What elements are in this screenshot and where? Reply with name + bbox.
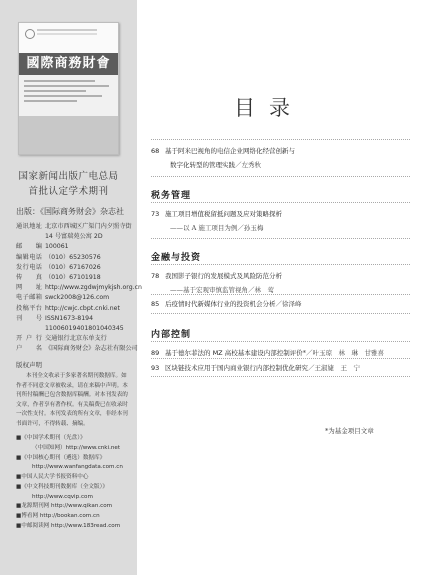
database-item: ■《中国核心期刊（遴选）数据库》	[16, 454, 106, 461]
database-item: http://www.wanfangdata.com.cn	[32, 464, 123, 471]
contact-row	[16, 222, 134, 232]
contact-row	[16, 253, 134, 263]
database-item: ■中国人民大学书报资料中心	[16, 474, 89, 480]
contact-key: 网 址	[16, 284, 42, 292]
divider	[151, 376, 410, 377]
database-item: http://www.cqvip.com	[32, 493, 93, 500]
divider	[151, 264, 410, 265]
contact-value: （010）65230576	[45, 253, 101, 261]
section-heading-internal-control: 内部控制	[151, 330, 192, 340]
contact-row	[16, 232, 134, 242]
journal-cover-image	[18, 22, 119, 155]
sidebar	[0, 0, 142, 575]
database-item: ■中邮阅读网 http://www.183read.com	[16, 522, 121, 529]
section-heading-finance: 金融与投资	[151, 253, 202, 263]
contact-row	[16, 283, 142, 293]
divider	[151, 313, 410, 314]
contact-row	[16, 242, 134, 252]
contact-value: 100061	[45, 243, 69, 251]
divider	[151, 238, 410, 239]
contact-row	[16, 324, 134, 334]
contact-key: 通讯地址	[16, 223, 42, 230]
toc-entry-68-subtitle: 数字化转型的管理实践／左秀秋	[170, 161, 261, 169]
database-item: ■博看网 http://bookan.com.cn	[16, 513, 100, 519]
divider	[151, 358, 410, 359]
toc-entry-89[interactable]: 89 基于德尔菲法的 MZ 高校基本建设内部控制评价*／叶玉琼 林 琳 甘雅喜	[151, 349, 384, 357]
fund-footnote: *为基金项目文章	[325, 427, 374, 435]
toc-entry-85[interactable]: 85 后疫情时代新媒体行业的投资机会分析／徐泽峰	[151, 300, 302, 308]
contact-value: http://www.zgdwjmykjsh.org.cn	[45, 284, 142, 292]
database-list	[16, 434, 136, 532]
contact-key: 投稿平台	[16, 304, 42, 312]
contact-key: 刊 号	[16, 314, 42, 322]
contact-value: 11006019401801040345	[45, 325, 124, 333]
contact-key: 传 真	[16, 274, 42, 282]
contact-row	[16, 344, 138, 354]
contact-row	[16, 304, 134, 314]
contact-value: swck2008@126.com	[45, 294, 110, 302]
contact-key: 开户行	[16, 335, 42, 343]
contact-row	[16, 293, 134, 303]
contact-row	[16, 273, 134, 283]
contact-value: 北京市西城区广渠门内夕照寺街	[45, 223, 132, 230]
cover-title: 國際商務財會	[19, 53, 118, 75]
publisher-line-1: 国家新闻出版广电总局	[18, 171, 119, 182]
divider	[151, 176, 410, 177]
copyright-heading: 版权声明	[16, 361, 42, 369]
contact-value: ISSN1673-8194	[45, 314, 94, 322]
cover-emblem-icon	[25, 29, 35, 39]
contact-key: 编辑电话	[16, 253, 42, 261]
contact-key: 发行电话	[16, 263, 42, 271]
toc-entry-73-subtitle: ——以 A 施工项目为例／孙玉梅	[170, 224, 264, 232]
toc-entry-93[interactable]: 93 区块链技术应用于国内商业银行内部控制优化研究／王淑婕 王 宁	[151, 364, 360, 372]
database-item: （中国知网）http://www.cnki.net	[32, 444, 121, 451]
contact-value: http://cwjc.cbpt.cnki.net	[45, 304, 120, 312]
contact-row	[16, 334, 134, 344]
contact-key: 邮 编	[16, 243, 42, 251]
publisher-label: 出版：《国际商务财会》杂志社	[16, 207, 124, 216]
contact-value: 《国际商务财会》杂志社有限公司	[45, 345, 138, 353]
divider	[151, 139, 410, 140]
contact-row	[16, 263, 134, 273]
publisher-line-2: 首批认定学术期刊	[28, 186, 109, 197]
database-item: ■龙源期刊网 http://www.qikan.com	[16, 503, 113, 510]
contact-value: （010）67167026	[45, 263, 101, 271]
contact-key: 户 名	[16, 345, 42, 353]
copyright-notice: 本刊全文收录于多家著名期刊数据库。如作者不同意文章被收录，请在来稿中声明。本刊所付稿酬已包含数据库稿酬。对本刊发表的文章，作者享有著作权。有关稿费已在收录时一次性支付。本刊发表的所有文章，非经本刊书面许可，不得转载、摘编。	[16, 373, 128, 427]
divider	[151, 294, 410, 295]
database-item: ■《中国学术期刊（光盘）》	[16, 435, 86, 441]
toc-entry-73[interactable]: 73 施工项目增值税留抵问题及应对策略探析	[151, 210, 282, 218]
contact-info	[16, 222, 142, 355]
toc-entry-78[interactable]: 78 我国影子银行的发展模式及风险防范分析	[151, 272, 282, 280]
database-item: ■《中文科技期刊数据库（全文版）》	[16, 483, 108, 490]
contact-value: 交通银行北京东单支行	[45, 335, 107, 343]
divider	[151, 341, 410, 342]
section-heading-tax: 税务管理	[151, 191, 192, 201]
contact-value: 14 号富瑞苑公寓 2D	[45, 233, 103, 241]
toc-entry-68[interactable]: 68 基于阿米巴视角的电信企业网络化经营创新与	[151, 147, 295, 155]
toc-entry-78-subtitle: ——基于宏观审慎监管视角／林 莺	[170, 286, 274, 294]
contact-key: 电子邮箱	[16, 294, 42, 302]
page-title: 目录	[234, 96, 304, 120]
contact-value: （010）67101918	[45, 274, 101, 282]
divider	[151, 202, 410, 203]
contact-row	[16, 314, 134, 324]
